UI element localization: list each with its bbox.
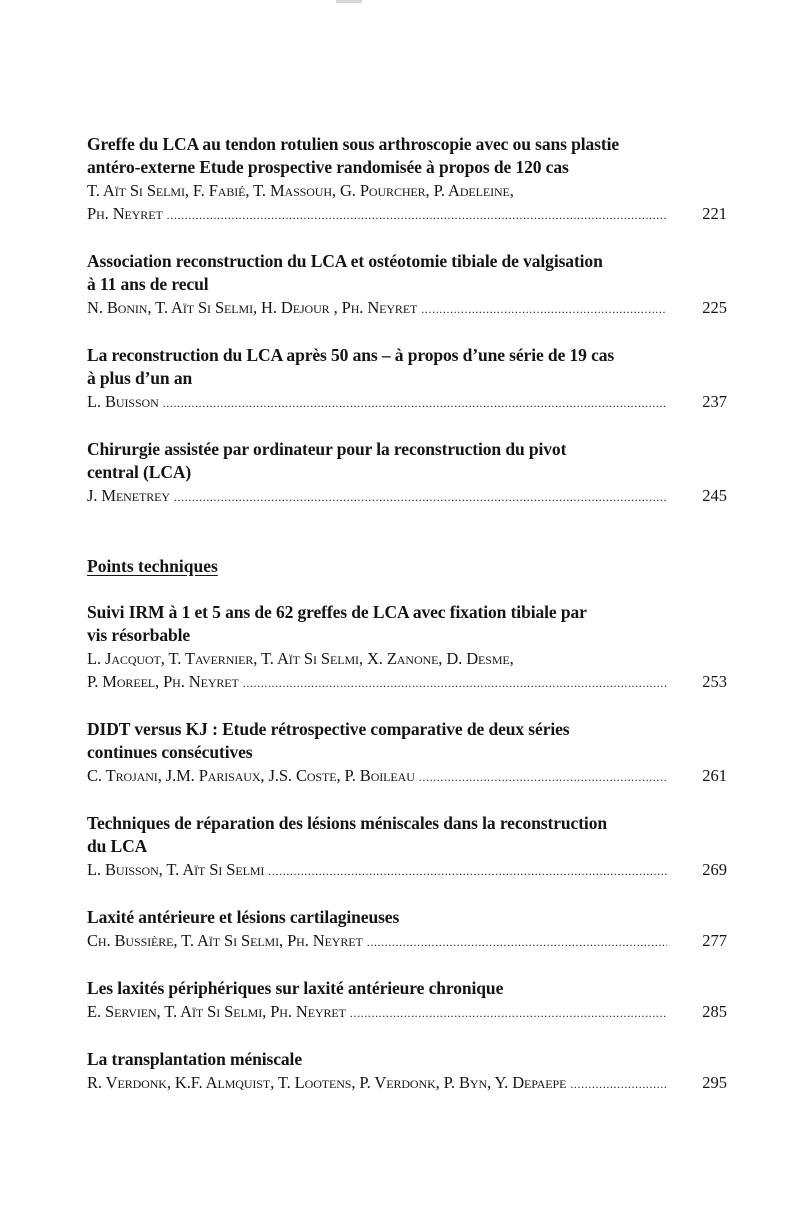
toc-entry[interactable]	[87, 133, 727, 227]
entry-authors: E. Servien, T. Aït Si Selmi, Ph. Neyret	[87, 1002, 346, 1021]
entry-authors: C. Trojani, J.M. Parisaux, J.S. Coste, P. Boileau	[87, 766, 415, 785]
entry-author-line	[87, 1071, 727, 1096]
toc-entry[interactable]	[87, 718, 727, 789]
table-of-contents	[87, 133, 727, 1096]
dot-leader	[163, 392, 667, 415]
entry-title: Techniques de réparation des lésions méniscales dans la reconstruction du LCA	[87, 813, 607, 856]
page-number: 245	[702, 486, 727, 505]
entry-author-line	[87, 670, 727, 695]
entry-title: Greffe du LCA au tendon rotulien sous arthroscopie avec ou sans plastie antéro-externe Etude prospective randomisée à propos de 120 cas	[87, 134, 620, 177]
page-number: 285	[702, 1002, 727, 1021]
section-heading: Points techniques	[87, 556, 218, 576]
toc-entry[interactable]	[87, 977, 727, 1025]
entry-authors: Ch. Bussière, T. Aït Si Selmi, Ph. Neyret	[87, 931, 363, 950]
entry-authors: R. Verdonk, K.F. Almquist, T. Lootens, P. Verdonk, P. Byn, Y. Depaepe	[87, 1073, 567, 1092]
entry-title: Suivi IRM à 1 et 5 ans de 62 greffes de LCA avec fixation tibiale par vis résorbable	[87, 602, 587, 645]
entry-author-line	[87, 202, 727, 227]
entry-authors: L. Jacquot, T. Tavernier, T. Aït Si Selmi, X. Zanone, D. Desme,	[87, 649, 514, 668]
entry-title: Laxité antérieure et lésions cartilagineuses	[87, 907, 400, 927]
entry-title: La reconstruction du LCA après 50 ans – à propos d’une série de 19 cas à plus d’un an	[87, 345, 615, 388]
dot-leader	[570, 1073, 667, 1096]
toc-entry[interactable]	[87, 601, 727, 695]
toc-entry[interactable]	[87, 812, 727, 883]
entry-title: Chirurgie assistée par ordinateur pour la reconstruction du pivot central (LCA)	[87, 439, 567, 482]
dot-leader	[174, 486, 667, 509]
dot-leader	[421, 298, 667, 321]
toc-entry[interactable]	[87, 344, 727, 415]
dot-leader	[243, 672, 667, 695]
page-number: 237	[702, 392, 727, 411]
dot-leader	[167, 204, 667, 227]
page-number: 225	[702, 298, 727, 317]
toc-entry[interactable]	[87, 250, 727, 321]
entry-authors: L. Buisson	[87, 392, 159, 411]
entry-author-line	[87, 929, 727, 954]
page-number: 277	[702, 931, 727, 950]
page-number: 221	[702, 204, 727, 223]
entry-authors: J. Menetrey	[87, 486, 170, 505]
page-edge-mark	[336, 0, 362, 3]
entry-title: La transplantation méniscale	[87, 1049, 302, 1069]
entry-author-line	[87, 764, 727, 789]
toc-entry[interactable]	[87, 906, 727, 954]
section-heading-wrap	[87, 555, 727, 578]
dot-leader	[268, 860, 667, 883]
entry-authors: T. Aït Si Selmi, F. Fabié, T. Massouh, G. Pourcher, P. Adeleine,	[87, 181, 514, 200]
entry-author-line	[87, 390, 727, 415]
dot-leader	[350, 1002, 667, 1025]
entry-authors: Ph. Neyret	[87, 204, 163, 223]
entry-authors: L. Buisson, T. Aït Si Selmi	[87, 860, 265, 879]
entry-author-line	[87, 296, 727, 321]
entry-authors: P. Moreel, Ph. Neyret	[87, 672, 239, 691]
page-number: 253	[702, 672, 727, 691]
toc-entry[interactable]	[87, 1048, 727, 1096]
page-number: 269	[702, 860, 727, 879]
dot-leader	[367, 931, 667, 954]
page-number: 295	[702, 1073, 727, 1092]
entry-author-line	[87, 484, 727, 509]
toc-entry[interactable]	[87, 438, 727, 509]
entry-authors: N. Bonin, T. Aït Si Selmi, H. Dejour , Ph. Neyret	[87, 298, 418, 317]
entry-title: DIDT versus KJ : Etude rétrospective comparative de deux séries continues consécutives	[87, 719, 570, 762]
entry-title: Les laxités périphériques sur laxité antérieure chronique	[87, 978, 504, 998]
entry-author-line	[87, 858, 727, 883]
entry-title: Association reconstruction du LCA et ostéotomie tibiale de valgisation à 11 ans de recul	[87, 251, 603, 294]
dot-leader	[419, 766, 667, 789]
page-number: 261	[702, 766, 727, 785]
entry-author-line	[87, 1000, 727, 1025]
